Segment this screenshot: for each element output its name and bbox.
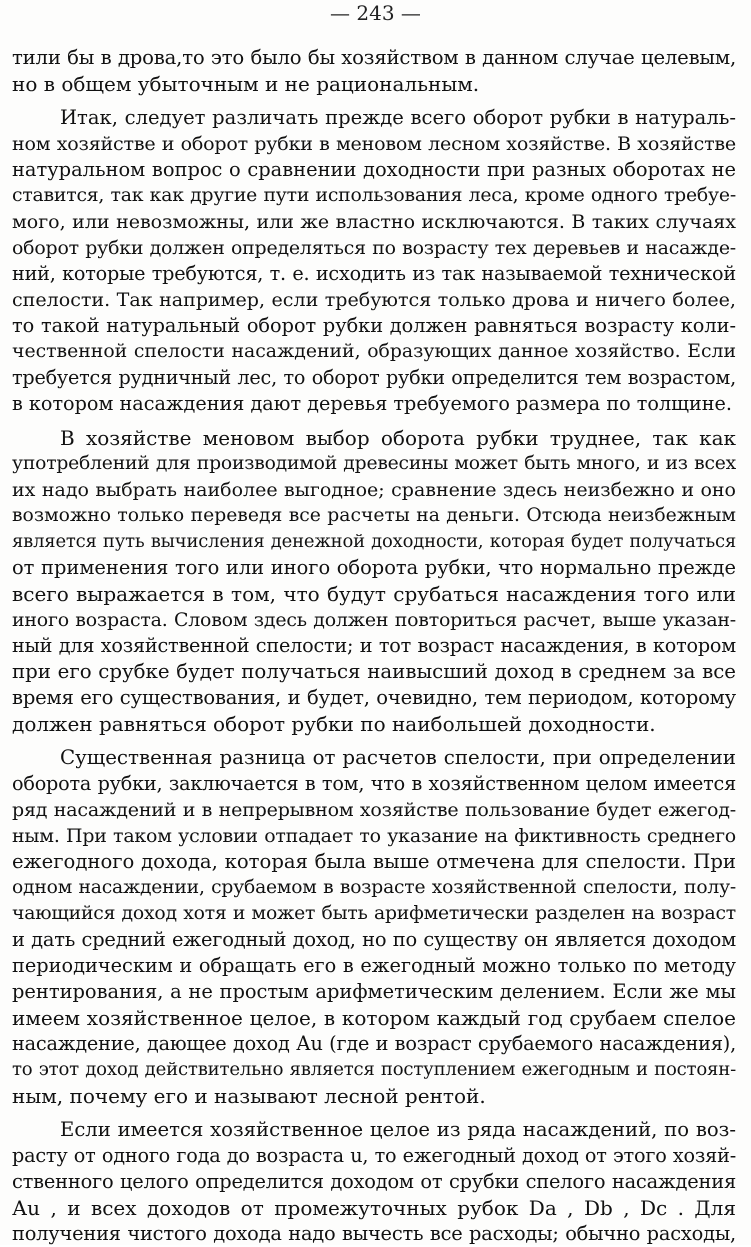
text-line: получения чистого дохода надо вычесть все расходы; обычно расходы,: [12, 1222, 736, 1245]
text-line: чественной спелости насаждений, образующих данное хозяйство. Если: [12, 341, 736, 362]
paragraph-1: [12, 45, 736, 97]
text-line: то этот доход действительно является поступлением ежегодным и постоян-: [12, 1059, 736, 1080]
text-line: употреблений для производимой древесины может быть много, и из всех: [12, 453, 736, 474]
text-line: ственного целого определится доходом от срубки спелого насаждения: [12, 1170, 736, 1193]
paragraph-3: [12, 425, 736, 737]
text-line: должен равняться оборот рубки по наибольшей доходности.: [12, 712, 656, 736]
text-line: оборот рубки должен определяться по возрасту тех деревьев и насажде-: [12, 237, 736, 259]
text-line: и дать средний ежегодный доход, но по существу он является доходом: [12, 928, 736, 951]
text-line: иного возраста. Словом здесь должен повториться расчет, выше указан-: [12, 609, 736, 631]
text-line: спелости. Так например, если требуются только дрова и ничего более,: [12, 289, 736, 311]
text-line: одном насаждении, срубаемом в возрасте хозяйственной спелости, полу-: [12, 877, 736, 898]
text-line: насаждение, дающее доход Аu (где и возраст срубаемого насаждения),: [12, 1032, 736, 1055]
text-line: Итак, следует различать прежде всего оборот рубки в натураль-: [60, 106, 736, 129]
text-line: тили бы в дрова,то это было бы хозяйством в данном случае целевым,: [12, 46, 736, 69]
text-line: возможно только переведя все расчеты на деньги. Отсюда неизбежным: [12, 505, 736, 526]
paragraph-4: [12, 745, 736, 1109]
text-line: Если имеется хозяйственное целое из ряда насаждений, по воз-: [60, 1118, 736, 1141]
text-line: ний, которые требуются, т. е. исходить из так называемой технической: [12, 262, 736, 285]
paragraph-2: [12, 105, 736, 417]
text-line: имеем хозяйственное целое, в котором каждый год срубаем спелое: [12, 1006, 736, 1030]
text-line: в котором насаждения дают деревья требуемого размера по толщине.: [12, 392, 732, 415]
text-line: ным, почему его и называют лесной рентой.: [12, 1084, 486, 1108]
text-line: их надо выбрать наиболее выгодное; сравнение здесь неизбежно и оно: [12, 479, 736, 501]
text-line: рентирования, а не простым арифметическим делением. Если же мы: [12, 980, 736, 1003]
text-line: расту от одного года до возраста u, то ежегодный доход от этого хозяй-: [12, 1144, 736, 1167]
text-line: то такой натуральный оборот рубки должен равняться возрасту коли-: [12, 314, 736, 337]
text-line: ный для хозяйственной спелости; и тот возраст насаждения, в котором: [12, 634, 736, 657]
text-line: ставится, так как другие пути использования леса, кроме одного требуе-: [12, 185, 736, 206]
text-line: является путь вычисления денежной доходности, которая будет получаться: [12, 531, 736, 552]
body-text: [12, 45, 736, 1247]
text-line: ежегодного дохода, которая была выше отмечена для спелости. При: [12, 850, 736, 873]
text-line: при его срубке будет получаться наивысший доход в среднем за все: [12, 660, 736, 683]
text-line: натуральном вопрос о сравнении доходности при разных оборотах не: [12, 158, 736, 181]
text-line: ным. При таком условии отпадает то указание на фиктивность среднего: [12, 825, 736, 847]
text-line: требуется рудничный лес, то оборот рубки определится тем возрастом,: [12, 366, 736, 389]
page-number: — 243 —: [330, 1, 421, 25]
text-line: ряд насаждений и в непрерывном хозяйстве пользование будет ежегод-: [12, 799, 736, 821]
text-line: мого, или невозможны, или же властно исключаются. В таких случаях: [12, 211, 736, 233]
paragraph-5: [12, 1117, 736, 1247]
text-line: Существенная разница от расчетов спелости, при определении: [60, 746, 736, 769]
text-line: периодическим и обращать его в ежегодный можно только по методу: [12, 954, 736, 977]
text-line: Аu , и всех доходов от промежуточных рубок Da , Db , Dc . Для: [12, 1196, 736, 1220]
text-line: ном хозяйстве и оборот рубки в меновом лесном хозяйстве. В хозяйстве: [12, 133, 736, 155]
text-line: оборота рубки, заключается в том, что в хозяйственном целом имеется: [12, 772, 736, 795]
text-line: от применения того или иного оборота рубки, что нормально прежде: [12, 556, 736, 579]
text-line: время его существования, и будет, очевидно, тем периодом, которому: [12, 686, 736, 709]
text-line: чающийся доход хотя и может быть арифметически разделен на возраст: [12, 903, 736, 924]
text-line: всего выражается в том, что будут срубаться насаждения того или: [12, 582, 736, 606]
text-line: В хозяйстве меновом выбор оборота рубки труднее, так как: [60, 426, 736, 450]
text-line: но в общем убыточным и не рациональным.: [12, 72, 480, 96]
